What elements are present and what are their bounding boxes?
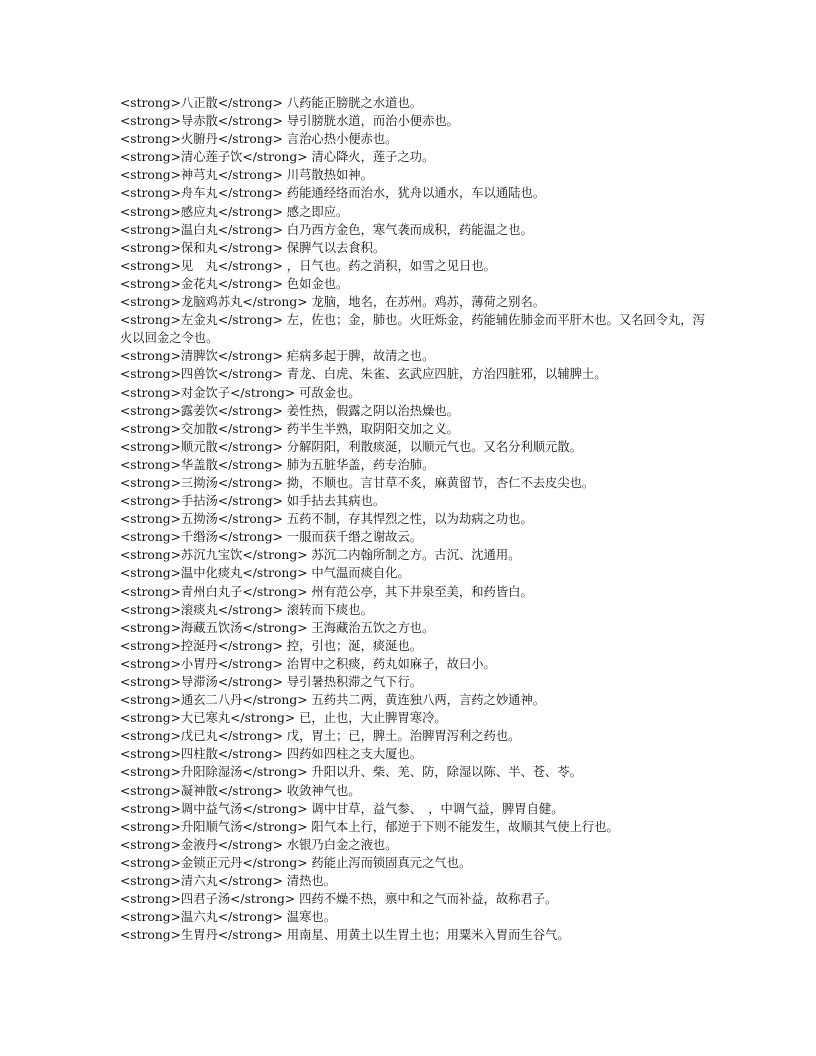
text-line: <strong>感应丸</strong> 感之即应。 (120, 204, 349, 219)
text-line: <strong>温中化痰丸</strong> 中气温而痰自化。 (120, 566, 410, 581)
text-line: <strong>通玄二八丹</strong> 五药共二两，黄连独八两，言药之妙通神。 (120, 693, 546, 708)
text-line: <strong>见 丸</strong> ，日气也。药之消积，如雪之见日也。 (120, 258, 496, 273)
text-line: <strong>清脾饮</strong> 疟病多起于脾，故清之也。 (120, 349, 435, 364)
text-line: <strong>五拗汤</strong> 五药不制，存其悍烈之性，以为劫病之功也。 (120, 512, 533, 527)
text-line: <strong>火腑丹</strong> 言治心热小便赤也。 (120, 132, 398, 147)
text-line: <strong>金花丸</strong> 色如金也。 (120, 276, 349, 291)
text-line: <strong>调中益气汤</strong> 调中甘草，益气参、 ，中调气益，脾胃自健。 (120, 801, 564, 816)
text-line: <strong>华盖散</strong> 肺为五脏华盖，药专治肺。 (120, 457, 435, 472)
text-line: <strong>八正散</strong> 八药能正膀胱之水道也。 (120, 96, 423, 110)
text-line: <strong>四兽饮</strong> 青龙、白虎、朱雀、玄武应四脏，方治四脏邪，以辅脾土。 (120, 367, 607, 382)
text-line: <strong>温白丸</strong> 白乃西方金色，寒气袭而成积，药能温之也。 (120, 222, 533, 237)
text-line: <strong>神芎丸</strong> 川芎散热如神。 (120, 168, 373, 183)
document-body (120, 94, 705, 944)
text-line: <strong>金液丹</strong> 水银乃白金之液也。 (120, 837, 398, 852)
text-line: <strong>三拗汤</strong> 拗，不顺也。言甘草不炙，麻黄留节，杏仁不去皮尖也。 (120, 475, 595, 490)
text-line: <strong>舟车丸</strong> 药能通经络而治水，犹舟以通水，车以通陆也。 (120, 186, 546, 201)
text-line: <strong>手拈汤</strong> 如手拈去其病也。 (120, 494, 386, 509)
text-line: <strong>青州白丸子</strong> 州有范公亭，其下井泉至美，和药皆白。 (120, 584, 533, 599)
text-line: <strong>龙脑鸡苏丸</strong> 龙脑，地名，在苏州。鸡苏，薄荷之别名。 (120, 295, 546, 310)
text-line: <strong>升阳除湿汤</strong> 升阳以升、柴、羌、防，除湿以陈、半、苍、苓。 (120, 765, 582, 780)
text-line: <strong>清心莲子饮</strong> 清心降火，莲子之功。 (120, 150, 435, 165)
text-line: <strong>金锁正元丹</strong> 药能止泻而锁固真元之气也。 (120, 855, 472, 870)
text-line: <strong>导赤散</strong> 导引膀胱水道，而治小便赤也。 (120, 114, 459, 129)
text-line: <strong>顺元散</strong> 分解阴阳，利散痰涎，以顺元气也。又名分利顺元散。 (120, 439, 582, 454)
text-line: <strong>大已寒丸</strong> 已，止也，大止脾胃寒冷。 (120, 711, 447, 726)
text-line: <strong>控涎丹</strong> 控，引也；涎，痰涎也。 (120, 638, 423, 653)
text-line: <strong>温六丸</strong> 温寒也。 (120, 910, 336, 925)
text-line: <strong>苏沉九宝饮</strong> 苏沉二内翰所制之方。古沉、沈通用。 (120, 548, 521, 563)
text-line: <strong>滚痰丸</strong> 滚转而下痰也。 (120, 602, 373, 617)
text-line: <strong>对金饮子</strong> 可敌金也。 (120, 385, 361, 400)
text-line: <strong>海藏五饮汤</strong> 王海藏治五饮之方也。 (120, 620, 435, 635)
text-line: <strong>生胃丹</strong> 用南星、用黄土以生胃土也；用粟米入胃而生谷气。 (120, 928, 570, 943)
text-line: <strong>保和丸</strong> 保脾气以去食积。 (120, 240, 386, 255)
text-line: <strong>四柱散</strong> 四药如四柱之支大厦也。 (120, 747, 423, 762)
text-line: <strong>清六丸</strong> 清热也。 (120, 874, 336, 889)
text-line: <strong>小胃丹</strong> 治胃中之积痰，药丸如麻子，故曰小。 (120, 656, 496, 671)
text-line: <strong>凝神散</strong> 收敛神气也。 (120, 783, 361, 798)
text-line: <strong>左金丸</strong> 左，佐也；金，肺也。火旺烁金，药能辅佐肺金而平肝木也。又名回令丸，泻火以回金之令也。 (120, 313, 705, 346)
text-line: <strong>千缗汤</strong> 一服而获千缗之谢故云。 (120, 530, 423, 545)
text-line: <strong>交加散</strong> 药半生半熟，取阴阳交加之义。 (120, 421, 459, 436)
text-line: <strong>戊已丸</strong> 戊，胃土；已，脾土。治脾胃泻利之药也。 (120, 729, 521, 744)
text-line: <strong>导滞汤</strong> 导引暑热积滞之气下行。 (120, 675, 423, 689)
text-line: <strong>升阳顺气汤</strong> 阳气本上行，郁逆于下则不能发生，故顺其气使上行也。 (120, 819, 619, 834)
text-line: <strong>露姜饮</strong> 姜性热，假露之阴以治热燥也。 (120, 403, 459, 418)
text-line: <strong>四君子汤</strong> 四药不燥不热，禀中和之气而补益，故称君子。 (120, 892, 558, 907)
